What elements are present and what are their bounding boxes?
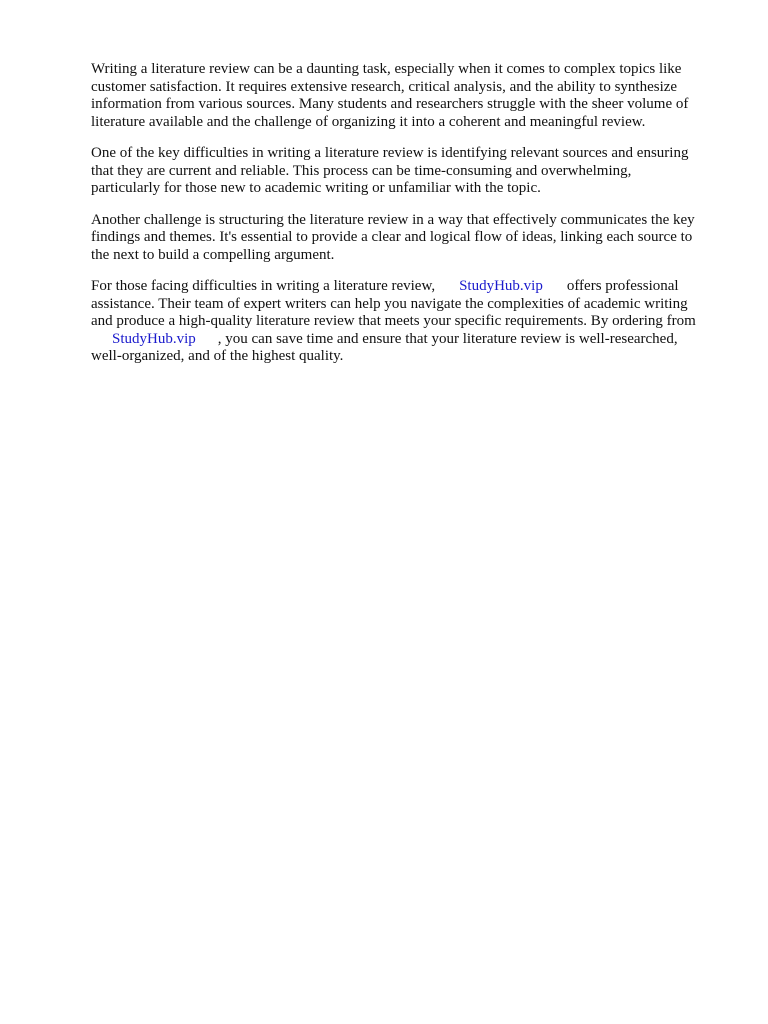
paragraph-line	[91, 331, 725, 349]
paragraph-line: and produce a high-quality literature review that meets your specific requirements. By ordering from	[91, 313, 696, 329]
paragraph-line: Writing a literature review can be a daunting task, especially when it comes to complex topics like	[91, 61, 682, 77]
paragraph-line: the next to build a compelling argument.	[91, 246, 335, 263]
paragraph-line: assistance. Their team of expert writers can help you navigate the complexities of academic writing	[91, 295, 688, 312]
paragraph-line: literature available and the challenge of organizing it into a coherent and meaningful review.	[91, 113, 646, 130]
document-body	[91, 61, 725, 380]
paragraph-line: particularly for those new to academic writing or unfamiliar with the topic.	[91, 180, 541, 196]
paragraph-text: offers professional	[566, 278, 679, 294]
paragraph-line	[91, 278, 725, 296]
studyhub-link[interactable]: StudyHub.vip	[112, 330, 196, 347]
paragraph-line: findings and themes. It's essential to provide a clear and logical flow of ideas, linking each source to	[91, 229, 693, 245]
paragraph-3	[91, 212, 725, 265]
paragraph-1	[91, 61, 725, 131]
paragraph-line: well-organized, and of the highest quality.	[91, 348, 344, 364]
paragraph-line: that they are current and reliable. This process can be time-consuming and overwhelming,	[91, 162, 632, 179]
paragraph-line: One of the key difficulties in writing a literature review is identifying relevant sources and ensuring	[91, 145, 689, 161]
paragraph-line: Another challenge is structuring the literature review in a way that effectively communicates the key	[91, 211, 695, 228]
paragraph-line: information from various sources. Many students and researchers struggle with the sheer volume of	[91, 96, 689, 112]
paragraph-2	[91, 145, 725, 198]
paragraph-text: For those facing difficulties in writing a literature review,	[91, 278, 436, 294]
paragraph-text: , you can save time and ensure that your literature review is well-researched,	[217, 330, 678, 347]
paragraph-line: customer satisfaction. It requires extensive research, critical analysis, and the ability to synthesize	[91, 78, 678, 95]
paragraph-4	[91, 278, 725, 366]
studyhub-link[interactable]: StudyHub.vip	[459, 278, 543, 294]
